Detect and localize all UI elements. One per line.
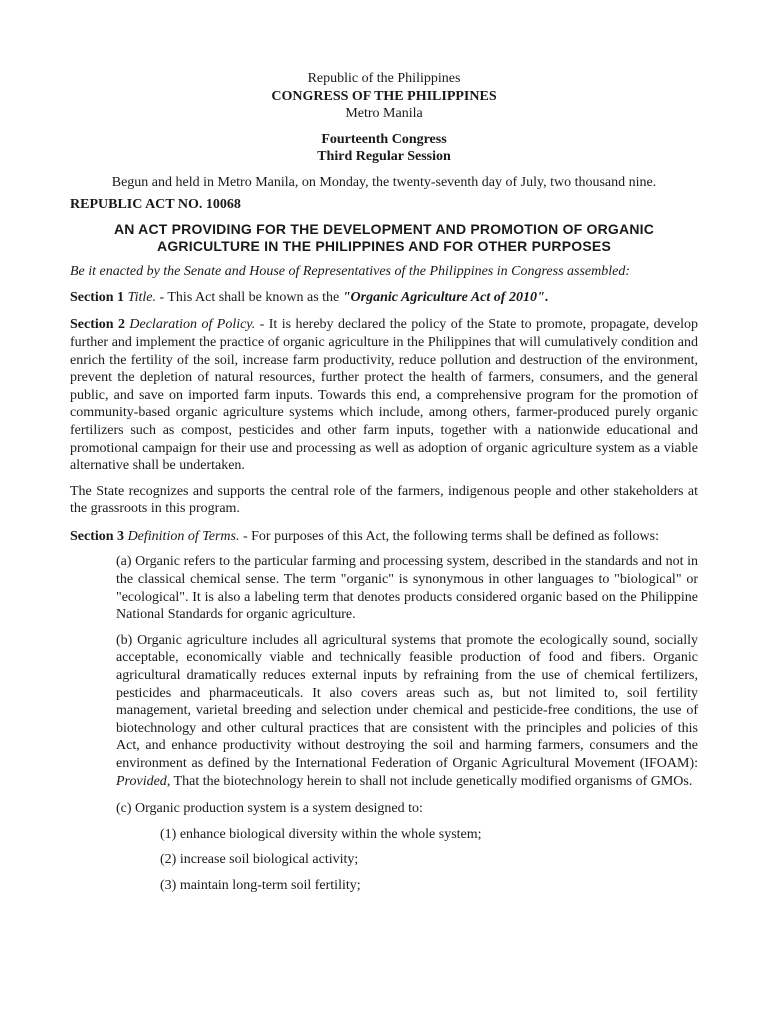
definition-a: (a) Organic refers to the particular farming and processing system, described in the standards and not in the classical chemical sense. The term "organic" is synonymous in other languages to "biological" or "ecological". It is also a labeling term that denotes products considered organic based on the Philippine National Standards for organic agriculture. xyxy=(116,554,698,623)
definition-b xyxy=(116,632,698,790)
section-1 xyxy=(70,289,698,307)
begun-line: Begun and held in Metro Manila, on Monday, the twenty-seventh day of July, two thousand nine. xyxy=(111,174,657,190)
section-2 xyxy=(70,316,698,474)
section-3 xyxy=(70,528,698,546)
section-2-text: - It is hereby declared the policy of the State to promote, propagate, develop further and implement the practice of organic agriculture in the Philippines that will cumulatively condition and enrich the fertility of the soil, increase farm productivity, reduce pollution and destruction of the environment, prevent the depletion of natural resources, further protect the health of farmers, consumers, and the general public, and save on imported farm inputs. Towards this end, a comprehensive program for the promotion of community-based organic agriculture systems which include, among others, farmer-produced purely organic fertilizers such as compost, pesticides and other farm inputs, together with a nationwide educational and promotional campaign for their use and processing as well as adoption of organic agriculture system as a viable alternative shall be undertaken. xyxy=(70,317,698,474)
definition-b-text: (b) Organic agriculture includes all agricultural systems that promote the ecologically sound, socially acceptable, economically viable and technically feasible production of food and fibers. Organic agricultural dramatically reduces external inputs by refraining from the use of chemical fertilizers, pesticides and pharmaceuticals. It also covers areas such as, but not limited to, soil fertility management, varietal breeding and selection under chemical and pesticide-free conditions, the use of biotechnology and other cultural practices that are consistent with the principles and policies of this Act, and enhance productivity without destroying the soil and harming farmers, consumers and the environment as defined by the International Federation of Organic Agricultural Movement (IFOAM): xyxy=(116,632,698,771)
enacting-clause: Be it enacted by the Senate and House of Representatives of the Philippines in Congress assembled: xyxy=(70,264,631,280)
section-3-heading: Definition of Terms. xyxy=(127,528,240,544)
section-1-end: . xyxy=(544,289,549,305)
section-1-short-title: "Organic Agriculture Act of 2010" xyxy=(342,289,545,305)
definition-b-end: , That the biotechnology herein to shall not include genetically modified organisms of GMOs. xyxy=(166,773,693,789)
act-title: AN ACT PROVIDING FOR THE DEVELOPMENT AND PROMOTION OF ORGANIC AGRICULTURE IN THE PHILIPPINES AND FOR OTHER PURPOSES xyxy=(113,221,655,255)
definition-c-item-3: (3) maintain long-term soil fertility; xyxy=(160,877,361,893)
definition-b-provided: Provided xyxy=(116,773,167,789)
section-2-heading: Declaration of Policy. xyxy=(129,317,256,333)
definition-c-item-2: (2) increase soil biological activity; xyxy=(160,852,359,868)
section-1-text: - This Act shall be known as the xyxy=(155,289,343,305)
act-number: REPUBLIC ACT NO. 10068 xyxy=(70,196,241,212)
section-1-label: Section 1 xyxy=(70,289,125,305)
section-2-paragraph-2: The State recognizes and supports the central role of the farmers, indigenous people and other stakeholders at the grassroots in this program. xyxy=(70,483,698,517)
document-page xyxy=(70,70,698,895)
section-3-label: Section 3 xyxy=(70,528,125,544)
definition-c-item-1: (1) enhance biological diversity within the whole system; xyxy=(160,826,482,842)
definition-c: (c) Organic production system is a system designed to: xyxy=(116,801,423,817)
republic-line: Republic of the Philippines xyxy=(307,71,461,86)
congress-number: Fourteenth Congress xyxy=(321,131,447,147)
session-line: Third Regular Session xyxy=(317,149,451,165)
location-line: Metro Manila xyxy=(345,106,423,122)
section-3-text: - For purposes of this Act, the following terms shall be defined as follows: xyxy=(239,528,660,544)
congress-line: CONGRESS OF THE PHILIPPINES xyxy=(271,88,497,104)
section-2-label: Section 2 xyxy=(70,317,125,333)
section-1-heading: Title. xyxy=(127,289,156,305)
